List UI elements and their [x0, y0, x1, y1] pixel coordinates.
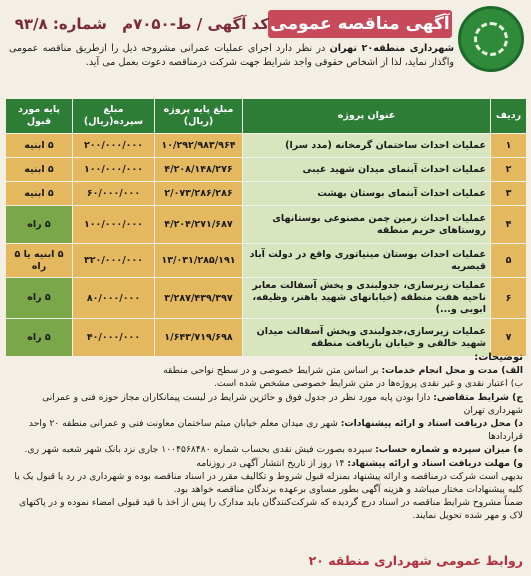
notice-intro — [9, 42, 454, 70]
row-grade: ۵ راه — [6, 278, 73, 319]
row-deposit: ۱۰۰/۰۰۰/۰۰۰ — [73, 158, 155, 182]
row-idx: ۷ — [491, 319, 527, 357]
row-deposit: ۸۰/۰۰۰/۰۰۰ — [73, 278, 155, 319]
notes-section — [6, 351, 523, 523]
footer-signature: روابط عمومی شهرداری منطقه ۲۰ — [308, 553, 523, 568]
row-base: ۳/۲۸۷/۴۳۹/۳۹۷ — [155, 278, 243, 319]
note-d — [6, 417, 523, 443]
row-base: ۴/۲۰۴/۲۷۱/۶۸۷ — [155, 206, 243, 244]
row-name: عملیات احداث آبنمای بوستان بهشت — [243, 182, 491, 206]
row-deposit: ۴۰/۰۰۰/۰۰۰ — [73, 319, 155, 357]
note-c-key: ج) شرایط متقاضی: — [433, 391, 523, 403]
note-f — [6, 457, 523, 470]
table-row — [6, 244, 527, 278]
notice-codes — [11, 12, 269, 36]
table-row — [6, 182, 527, 206]
note-a — [6, 364, 523, 377]
row-base: ۲/۰۷۳/۲۸۶/۲۸۶ — [155, 182, 243, 206]
note-d-text: شهر ری میدان معلم خیابان میثم ساختمان معاونت فنی و عمرانی منطقه ۲۰ واحد قراردادها — [28, 418, 523, 443]
notice-title: آگهی مناقصه عمومی — [268, 10, 452, 38]
row-deposit: ۶۰/۰۰۰/۰۰۰ — [73, 182, 155, 206]
row-grade: ۵ ابنیه یا ۵ راه — [6, 244, 73, 278]
row-grade: ۵ ابنیه — [6, 134, 73, 158]
row-deposit: ۱۰۰/۰۰۰/۰۰۰ — [73, 206, 155, 244]
intro-text: در نظر دارد اجرای عملیات عمرانی مشروحه ذیل را ازطریق مناقصه عمومی واگذار نماید، لذا از اشخاص حقوقی واجد شرایط جهت شرکت درمناقصه دعوت بعمل می آید. — [9, 43, 454, 68]
row-base: ۱۳/۰۳۱/۲۸۵/۱۹۱ — [155, 244, 243, 278]
notice-number: شماره: ۹۳/۸ — [14, 15, 107, 33]
row-idx: ۲ — [491, 158, 527, 182]
municipality-logo-icon — [458, 6, 524, 72]
note-d-key: د) محل دریافت اسناد و ارائه پیشنهادات: — [340, 418, 523, 430]
row-name: عملیات زیرسازی، جدولبندی و پخش آسفالت معابر ناحیه هفت منطقه (خیابانهای شهید باهنر، وظیفه، ابوبی و...) — [243, 278, 491, 319]
note-f-text: ۱۴ روز از تاریخ انتشار آگهی در روزنامه — [196, 457, 345, 469]
notes-heading: توضیحات: — [474, 352, 523, 363]
header-base: مبلغ پایه پروژه (ریال) — [155, 99, 243, 134]
row-base: ۱۰/۲۹۲/۹۸۳/۹۶۴ — [155, 134, 243, 158]
header-idx: ردیف — [491, 99, 527, 134]
row-grade: ۵ ابنیه — [6, 158, 73, 182]
row-deposit: ۲۰۰/۰۰۰/۰۰۰ — [73, 134, 155, 158]
header-name: عنوان پروژه — [243, 99, 491, 134]
row-name: عملیات احداث بوستان مینیاتوری واقع در دولت آباد قیصریه — [243, 244, 491, 278]
row-idx: ۴ — [491, 206, 527, 244]
note-e-key: ه) میزان سپرده و شماره حساب: — [375, 444, 523, 456]
row-idx: ۶ — [491, 278, 527, 319]
ad-code: کد آگهی / ط-۷۰۵۰م — [122, 15, 269, 33]
note-e-text: سپرده بصورت فیش نقدی بحساب شماره ۱۰۰۴۵۶۸۴۸۰ جاری نزد بانک شهر شعبه شهر ری. — [24, 444, 373, 456]
table-row — [6, 134, 527, 158]
row-grade: ۵ ابنیه — [6, 182, 73, 206]
note-p1: بدیهی است شرکت درمناقصه و ارائه پیشنهاد بمنزله قبول شروط و تکالیف مقرر در اسناد مناقصه بوده و شهرداری در رد یا قبول یک یا کلیه پیشنهادات مختار میباشد و هزینه آگهی بطور مساوی برعهده برندگان مناقصه خواهد بود. — [14, 470, 523, 496]
row-name: عملیات احداث زمین چمن مصنوعی بوستانهای روستاهای حریم منطقه — [243, 206, 491, 244]
note-c — [6, 391, 523, 417]
row-name: عملیات زیرسازی،جدولبندی وپخش آسفالت میدان شهید خالقی و خیابان بازیافت منطقه — [243, 319, 491, 357]
row-idx: ۱ — [491, 134, 527, 158]
row-idx: ۵ — [491, 244, 527, 278]
table-row — [6, 278, 527, 319]
row-idx: ۳ — [491, 182, 527, 206]
header-grade: پایه مورد قبول — [6, 99, 73, 134]
row-base: ۴/۲۰۸/۱۴۸/۲۷۶ — [155, 158, 243, 182]
note-a-key: الف) مدت و محل انجام خدمات: — [381, 365, 523, 377]
table-row — [6, 206, 527, 244]
note-e — [6, 443, 523, 456]
row-base: ۱/۶۴۳/۷۱۹/۶۹۸ — [155, 319, 243, 357]
note-p2: ضمناً مشروح شرایط مناقصه در اسناد درج گردیده که شرکت‌کنندگان باید مدارک را پس از اخذ با قید قبولی امضاء نموده و در پاکتهای لاک و مهر شده تحویل نمایند. — [18, 497, 523, 522]
notice-header — [5, 4, 526, 96]
note-f-key: و) مهلت دریافت اسناد و ارائه پیشنهاد: — [347, 457, 523, 469]
row-deposit: ۳۲۰/۰۰۰/۰۰۰ — [73, 244, 155, 278]
row-grade: ۵ راه — [6, 206, 73, 244]
note-c-text: دارا بودن پایه مورد نظر در جدول فوق و حائزین شرایط در لیست پیمانکاران مجاز حوزه فنی و عمرانی شهرداری تهران — [42, 391, 523, 416]
row-name: عملیات احداث آبنمای میدان شهید غیبی — [243, 158, 491, 182]
note-b: ب) اعتبار نقدی و غیر نقدی پروژه‌ها در متن شرایط خصوصی مشخص شده است. — [214, 378, 523, 390]
row-name: عملیات احداث ساختمان گرمخانه (مدد سرا) — [243, 134, 491, 158]
header-deposit: مبلغ سپرده(ریال) — [73, 99, 155, 134]
note-a-text: بر اساس متن شرایط خصوصی و در سطح نواحی منطقه — [163, 365, 379, 377]
table-header-row — [6, 99, 527, 134]
row-grade: ۵ راه — [6, 319, 73, 357]
tenders-table — [5, 98, 527, 357]
table-row — [6, 158, 527, 182]
intro-organization: شهرداری منطقه۲۰ تهران — [329, 43, 454, 54]
